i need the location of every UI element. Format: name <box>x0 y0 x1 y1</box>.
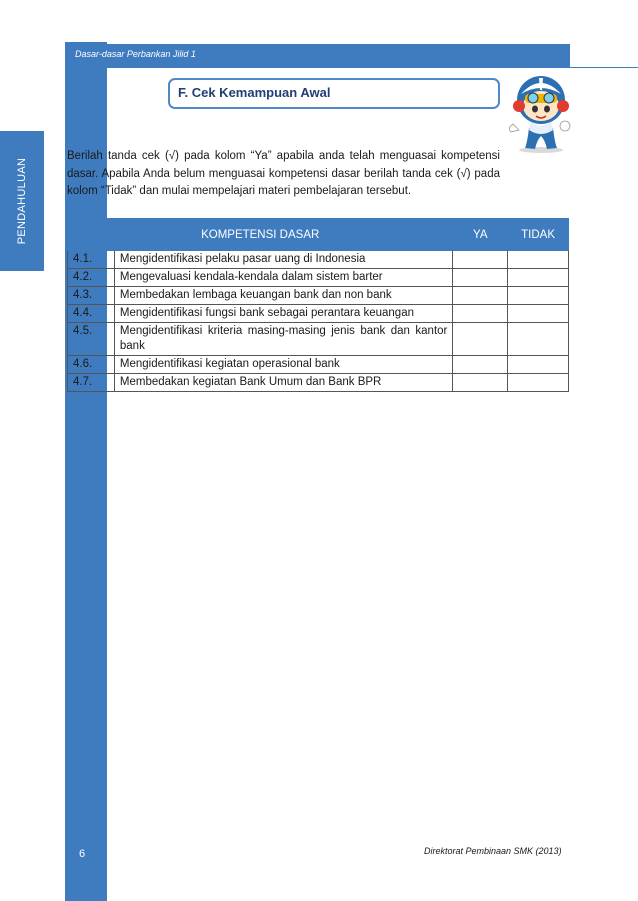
row-competency: Mengidentifikasi fungsi bank sebagai perantara keuangan <box>114 305 453 323</box>
row-number: 4.4. <box>68 305 115 323</box>
table-header-row <box>68 219 569 251</box>
table-row <box>68 287 569 305</box>
chapter-tab-label: PENDAHULUAN <box>16 157 28 245</box>
competency-checklist-table <box>67 218 569 392</box>
ya-checkbox-cell[interactable] <box>453 269 508 287</box>
row-number: 4.5. <box>68 323 115 356</box>
section-title: F. Cek Kemampuan Awal <box>178 85 331 100</box>
ya-checkbox-cell[interactable] <box>453 356 508 374</box>
row-competency: Mengidentifikasi pelaku pasar uang di Indonesia <box>114 251 453 269</box>
ya-checkbox-cell[interactable] <box>453 305 508 323</box>
row-competency: Mengidentifikasi kegiatan operasional bank <box>114 356 453 374</box>
tidak-checkbox-cell[interactable] <box>508 356 569 374</box>
row-number: 4.2. <box>68 269 115 287</box>
tidak-checkbox-cell[interactable] <box>508 269 569 287</box>
page-number: 6 <box>79 848 86 860</box>
running-title: Dasar-dasar Perbankan Jilid 1 <box>75 49 196 59</box>
row-competency: Membedakan lembaga keuangan bank dan non bank <box>114 287 453 305</box>
footer-publisher: Direktorat Pembinaan SMK (2013) <box>424 846 562 856</box>
tidak-checkbox-cell[interactable] <box>508 251 569 269</box>
header-tidak: TIDAK <box>508 219 569 251</box>
row-number: 4.3. <box>68 287 115 305</box>
row-number: 4.1. <box>68 251 115 269</box>
tidak-checkbox-cell[interactable] <box>508 287 569 305</box>
tidak-checkbox-cell[interactable] <box>508 323 569 356</box>
table-row <box>68 323 569 356</box>
row-competency: Mengevaluasi kendala-kendala dalam sistem barter <box>114 269 453 287</box>
instruction-paragraph: Berilah tanda cek (√) pada kolom “Ya” apabila anda telah menguasai kompetensi dasar. Apabila Anda belum menguasai kompetensi dasar berilah tanda cek (√) pada kolom “Tidak” dan mulai mempelajari materi pembelajaran tersebut. <box>67 150 500 197</box>
header-rule <box>570 67 638 68</box>
tidak-checkbox-cell[interactable] <box>508 374 569 392</box>
table-row <box>68 356 569 374</box>
row-number: 4.7. <box>68 374 115 392</box>
row-competency: Membedakan kegiatan Bank Umum dan Bank BPR <box>114 374 453 392</box>
ya-checkbox-cell[interactable] <box>453 323 508 356</box>
header-kompetensi: KOMPETENSI DASAR <box>68 219 453 251</box>
ya-checkbox-cell[interactable] <box>453 374 508 392</box>
table-row <box>68 374 569 392</box>
table-row <box>68 305 569 323</box>
mascot-illustration <box>505 70 577 155</box>
row-competency: Mengidentifikasi kriteria masing-masing jenis bank dan kantor bank <box>114 323 453 356</box>
tidak-checkbox-cell[interactable] <box>508 305 569 323</box>
row-number: 4.6. <box>68 356 115 374</box>
header-ya: YA <box>453 219 508 251</box>
table-row <box>68 251 569 269</box>
table-row <box>68 269 569 287</box>
ya-checkbox-cell[interactable] <box>453 287 508 305</box>
ya-checkbox-cell[interactable] <box>453 251 508 269</box>
